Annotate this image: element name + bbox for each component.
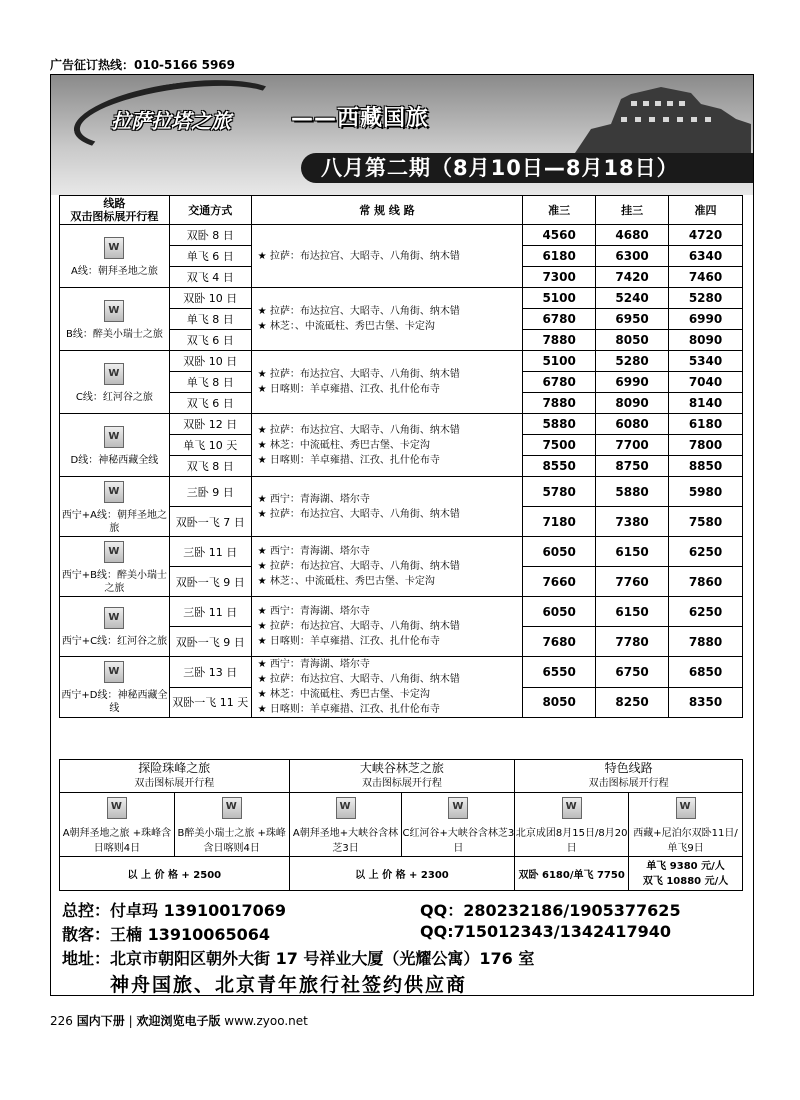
group-canyon	[289, 760, 515, 793]
transport-cell: 双飞 8 日	[169, 456, 251, 477]
document-icon[interactable]	[336, 797, 356, 819]
price-zhun3: 5100	[523, 351, 596, 372]
group-special	[515, 760, 743, 793]
route-name: D线：神秘西藏全线	[70, 454, 159, 466]
itinerary-line: ★ 拉萨：布达拉宫、大昭寺、八角街、纳木错	[257, 561, 460, 572]
extra-item[interactable]	[629, 793, 743, 857]
price-zhun3: 7500	[523, 435, 596, 456]
transport-cell: 双卧 10 日	[169, 351, 251, 372]
itinerary-line: ★ 西宁：青海湖、塔尔寺	[257, 659, 370, 670]
supplier-slogan: 神舟国旅、北京青年旅行社签约供应商	[110, 974, 468, 996]
header-zhun3: 准三	[523, 196, 596, 225]
itinerary-line: ★ 拉萨：布达拉宫、大昭寺、八角街、纳木错	[257, 508, 460, 520]
price-gua3: 5880	[596, 477, 669, 507]
table-header-row	[60, 196, 743, 225]
group-special-sub: 双击图标展开行程	[588, 778, 669, 789]
ebook-cta: 欢迎浏览电子版	[136, 1014, 221, 1028]
itinerary-cell	[251, 477, 523, 537]
extra-item-label: A朝拜圣地+大峡谷含林芝3日	[292, 828, 399, 854]
transport-cell: 单飞 10 天	[169, 435, 251, 456]
price-gua3: 6300	[596, 246, 669, 267]
itinerary-cell	[251, 225, 523, 288]
transport-cell: 双飞 4 日	[169, 267, 251, 288]
header-itinerary: 常 规 线 路	[251, 196, 523, 225]
price-gua3: 6990	[596, 372, 669, 393]
itinerary-line: ★ 西宁：青海湖、塔尔寺	[257, 546, 370, 557]
route-body	[60, 225, 743, 718]
transport-cell: 双卧一飞 9 日	[169, 567, 251, 597]
document-icon[interactable]	[104, 541, 124, 563]
price-zhun4: 5980	[669, 477, 743, 507]
group-canyon-title: 大峡谷林芝之旅	[359, 761, 444, 775]
price-zhun4: 5280	[669, 288, 743, 309]
ad-frame	[50, 74, 754, 996]
transport-cell: 双卧一飞 9 日	[169, 627, 251, 657]
document-icon[interactable]	[104, 426, 124, 448]
itinerary-line: ★ 日喀则：羊卓雍措、江孜、扎什伦布寺	[257, 636, 440, 647]
document-icon[interactable]	[676, 797, 696, 819]
price-zhun4: 6250	[669, 597, 743, 627]
group-canyon-sub: 双击图标展开行程	[361, 778, 442, 789]
itinerary-line: ★ 西宁：青海湖、塔尔寺	[257, 606, 370, 617]
price-zhun3: 4560	[523, 225, 596, 246]
price-zhun4: 6340	[669, 246, 743, 267]
itinerary-line: ★ 日喀则：羊卓雍措、江孜、扎什伦布寺	[257, 454, 440, 466]
table-row	[60, 225, 743, 246]
contact-individual-qq: QQ:715012343/1342417940	[420, 922, 671, 941]
price-zhun4: 7880	[669, 627, 743, 657]
price-zhun4: 7860	[669, 567, 743, 597]
extra-price-beijing: 双卧 6180/单飞 7750	[515, 857, 629, 891]
transport-cell: 双卧一飞 11 天	[169, 687, 251, 718]
document-icon[interactable]	[104, 363, 124, 385]
itinerary-line: ★ 拉萨：布达拉宫、大昭寺、八角街、纳木错	[257, 674, 460, 685]
itinerary-line: ★ 拉萨：布达拉宫、大昭寺、八角街、纳木错	[257, 306, 460, 317]
route-cell[interactable]	[60, 288, 170, 351]
itinerary-cell	[251, 537, 523, 597]
itinerary-line: ★ 林芝：中流砥柱、秀巴古堡、卡定沟	[257, 689, 430, 700]
table-row	[60, 537, 743, 567]
price-zhun4: 7460	[669, 267, 743, 288]
extra-price-canyon: 以 上 价 格 + 2300	[289, 857, 515, 891]
transport-cell: 双卧 8 日	[169, 225, 251, 246]
price-gua3: 6950	[596, 309, 669, 330]
route-name: 西宁+C线：红河谷之旅	[61, 636, 168, 647]
itinerary-line: ★ 日喀则：羊卓雍措、江孜、扎什伦布寺	[257, 384, 440, 395]
extra-item[interactable]	[515, 793, 629, 857]
price-gua3: 7380	[596, 507, 669, 537]
document-icon[interactable]	[222, 797, 242, 819]
document-icon[interactable]	[448, 797, 468, 819]
contact-address: 地址：北京市朝阳区朝外大街 17 号祥业大厦（光耀公寓）176 室	[62, 949, 535, 968]
document-icon[interactable]	[104, 607, 124, 629]
route-name: C线：红河谷之旅	[75, 391, 153, 403]
extra-item[interactable]	[174, 793, 289, 857]
extra-price-everest: 以 上 价 格 + 2500	[60, 857, 290, 891]
document-icon[interactable]	[107, 797, 127, 819]
transport-cell: 单飞 8 日	[169, 372, 251, 393]
price-zhun3: 8050	[523, 687, 596, 718]
transport-cell: 双卧一飞 7 日	[169, 507, 251, 537]
potala-palace-icon	[571, 79, 751, 159]
route-cell[interactable]	[60, 414, 170, 477]
price-gua3: 6150	[596, 537, 669, 567]
ad-hotline: 广告征订热线：010-5166 5969	[50, 58, 236, 72]
price-gua3: 8750	[596, 456, 669, 477]
route-cell[interactable]	[60, 657, 170, 718]
price-zhun4: 5340	[669, 351, 743, 372]
itinerary-line: ★ 拉萨：布达拉宫、大昭寺、八角街、纳木错	[257, 250, 460, 262]
table-row	[60, 657, 743, 688]
transport-cell: 单飞 8 日	[169, 309, 251, 330]
footer-separator: |	[128, 1014, 133, 1028]
header-banner	[51, 75, 753, 195]
group-everest-sub: 双击图标展开行程	[134, 778, 215, 789]
price-zhun4: 6180	[669, 414, 743, 435]
itinerary-cell	[251, 597, 523, 657]
price-zhun3: 6780	[523, 309, 596, 330]
itinerary-cell	[251, 288, 523, 351]
route-cell[interactable]	[60, 597, 170, 657]
price-zhun4: 7040	[669, 372, 743, 393]
page-number: 226	[50, 1014, 73, 1028]
extra-price-nepal-fly: 单飞 9380 元/人	[646, 860, 725, 872]
contact-manager: 总控：付卓玛 13910017069	[62, 901, 287, 920]
itinerary-line: ★ 日喀则：羊卓雍措、江孜、扎什伦布寺	[257, 704, 440, 715]
transport-cell: 双卧 12 日	[169, 414, 251, 435]
price-zhun3: 7180	[523, 507, 596, 537]
website-link[interactable]: www.zyoo.net	[224, 1014, 308, 1028]
price-gua3: 8090	[596, 393, 669, 414]
price-gua3: 6150	[596, 597, 669, 627]
extra-item-label: B醉美小瑞士之旅 +珠峰含日喀则4日	[177, 828, 286, 854]
document-icon[interactable]	[104, 661, 124, 683]
price-table	[59, 195, 743, 718]
route-name: 西宁+A线：朝拜圣地之旅	[61, 509, 168, 534]
route-name: B线：醉美小瑞士之旅	[65, 328, 163, 340]
price-zhun4: 6990	[669, 309, 743, 330]
price-gua3: 7700	[596, 435, 669, 456]
price-gua3: 6080	[596, 414, 669, 435]
section-name: 国内下册	[76, 1014, 125, 1028]
transport-cell: 三卧 9 日	[169, 477, 251, 507]
extra-price-nepal-double: 双飞 10880 元/人	[642, 875, 729, 887]
price-gua3: 7420	[596, 267, 669, 288]
price-zhun3: 5880	[523, 414, 596, 435]
document-icon[interactable]	[562, 797, 582, 819]
price-zhun4: 7580	[669, 507, 743, 537]
table-row	[60, 288, 743, 309]
contact-manager-qq: QQ：280232186/1905377625	[420, 901, 681, 920]
transport-cell: 双飞 6 日	[169, 393, 251, 414]
price-zhun4: 8140	[669, 393, 743, 414]
extra-item-label: C红河谷+大峡谷含林芝3日	[402, 828, 515, 854]
price-zhun3: 7300	[523, 267, 596, 288]
header-zhun4: 准四	[669, 196, 743, 225]
group-everest	[60, 760, 290, 793]
group-everest-title: 探险珠峰之旅	[138, 761, 211, 775]
price-zhun3: 8550	[523, 456, 596, 477]
route-cell[interactable]	[60, 225, 170, 288]
price-zhun3: 7680	[523, 627, 596, 657]
price-gua3: 6750	[596, 657, 669, 688]
price-zhun3: 7660	[523, 567, 596, 597]
extra-item[interactable]	[402, 793, 515, 857]
route-name: 西宁+D线：神秘西藏全线	[61, 690, 168, 714]
document-icon[interactable]	[104, 237, 124, 259]
itinerary-line: ★ 林芝：中流砥柱、秀巴古堡、卡定沟	[257, 439, 430, 451]
extra-routes-table	[59, 759, 743, 891]
price-zhun3: 5780	[523, 477, 596, 507]
group-special-title: 特色线路	[604, 761, 653, 775]
extra-item-label: 西藏+尼泊尔双卧11日/单飞9日	[633, 828, 738, 854]
header-transport: 交通方式	[169, 196, 251, 225]
price-gua3: 8250	[596, 687, 669, 718]
transport-cell: 三卧 11 日	[169, 537, 251, 567]
route-name: 西宁+B线：醉美小瑞士之旅	[61, 569, 168, 594]
transport-cell: 双飞 6 日	[169, 330, 251, 351]
itinerary-cell	[251, 351, 523, 414]
itinerary-cell	[251, 414, 523, 477]
itinerary-line: ★ 林芝：、中流砥柱、秀巴古堡、卡定沟	[257, 321, 435, 332]
extra-price-nepal	[629, 857, 743, 891]
itinerary-line: ★ 拉萨：布达拉宫、大昭寺、八角街、纳木错	[257, 369, 460, 380]
document-icon[interactable]	[104, 300, 124, 322]
transport-cell: 三卧 11 日	[169, 597, 251, 627]
table-row	[60, 351, 743, 372]
price-gua3: 8050	[596, 330, 669, 351]
extra-item[interactable]	[60, 793, 175, 857]
price-zhun4: 4720	[669, 225, 743, 246]
price-zhun3: 6180	[523, 246, 596, 267]
price-zhun4: 7800	[669, 435, 743, 456]
route-cell[interactable]	[60, 351, 170, 414]
price-zhun4: 8090	[669, 330, 743, 351]
price-zhun3: 6780	[523, 372, 596, 393]
header-route: 线路 双击图标展开行程	[60, 196, 170, 225]
price-zhun4: 6850	[669, 657, 743, 688]
price-gua3: 7760	[596, 567, 669, 597]
route-name: A线：朝拜圣地之旅	[70, 265, 158, 277]
itinerary-line: ★ 林芝：、中流砥柱、秀巴古堡、卡定沟	[257, 576, 435, 587]
itinerary-line: ★ 拉萨：布达拉宫、大昭寺、八角街、纳木错	[257, 424, 460, 436]
header-gua3: 挂三	[596, 196, 669, 225]
extra-item[interactable]	[289, 793, 402, 857]
route-cell[interactable]	[60, 537, 170, 597]
document-icon[interactable]	[104, 481, 124, 503]
transport-cell: 三卧 13 日	[169, 657, 251, 688]
route-cell[interactable]	[60, 477, 170, 537]
itinerary-line: ★ 西宁：青海湖、塔尔寺	[257, 493, 370, 505]
itinerary-cell	[251, 657, 523, 718]
brand-title: ——西藏国旅	[291, 106, 430, 131]
price-gua3: 4680	[596, 225, 669, 246]
contact-individual: 散客：王楠 13910065064	[62, 925, 271, 944]
price-zhun4: 8350	[669, 687, 743, 718]
price-zhun3: 7880	[523, 330, 596, 351]
price-zhun4: 6250	[669, 537, 743, 567]
itinerary-line: ★ 拉萨：布达拉宫、大昭寺、八角街、纳木错	[257, 621, 460, 632]
logo-text: 拉萨拉塔之旅	[111, 109, 231, 133]
extra-item-label: A朝拜圣地之旅 +珠峰含日喀则4日	[62, 828, 172, 854]
price-gua3: 5240	[596, 288, 669, 309]
extra-item-label: 北京成团8月15日/8月20日	[515, 828, 628, 854]
price-gua3: 5280	[596, 351, 669, 372]
transport-cell: 双卧 10 日	[169, 288, 251, 309]
table-row	[60, 414, 743, 435]
page-footer	[50, 1012, 308, 1029]
price-zhun3: 6050	[523, 537, 596, 567]
price-zhun4: 8850	[669, 456, 743, 477]
table-row	[60, 477, 743, 507]
price-zhun3: 7880	[523, 393, 596, 414]
price-zhun3: 6050	[523, 597, 596, 627]
price-zhun3: 6550	[523, 657, 596, 688]
transport-cell: 单飞 6 日	[169, 246, 251, 267]
price-zhun3: 5100	[523, 288, 596, 309]
price-gua3: 7780	[596, 627, 669, 657]
table-row	[60, 597, 743, 627]
period-title: 八月第二期（8月10日—8月18日）	[321, 156, 679, 180]
